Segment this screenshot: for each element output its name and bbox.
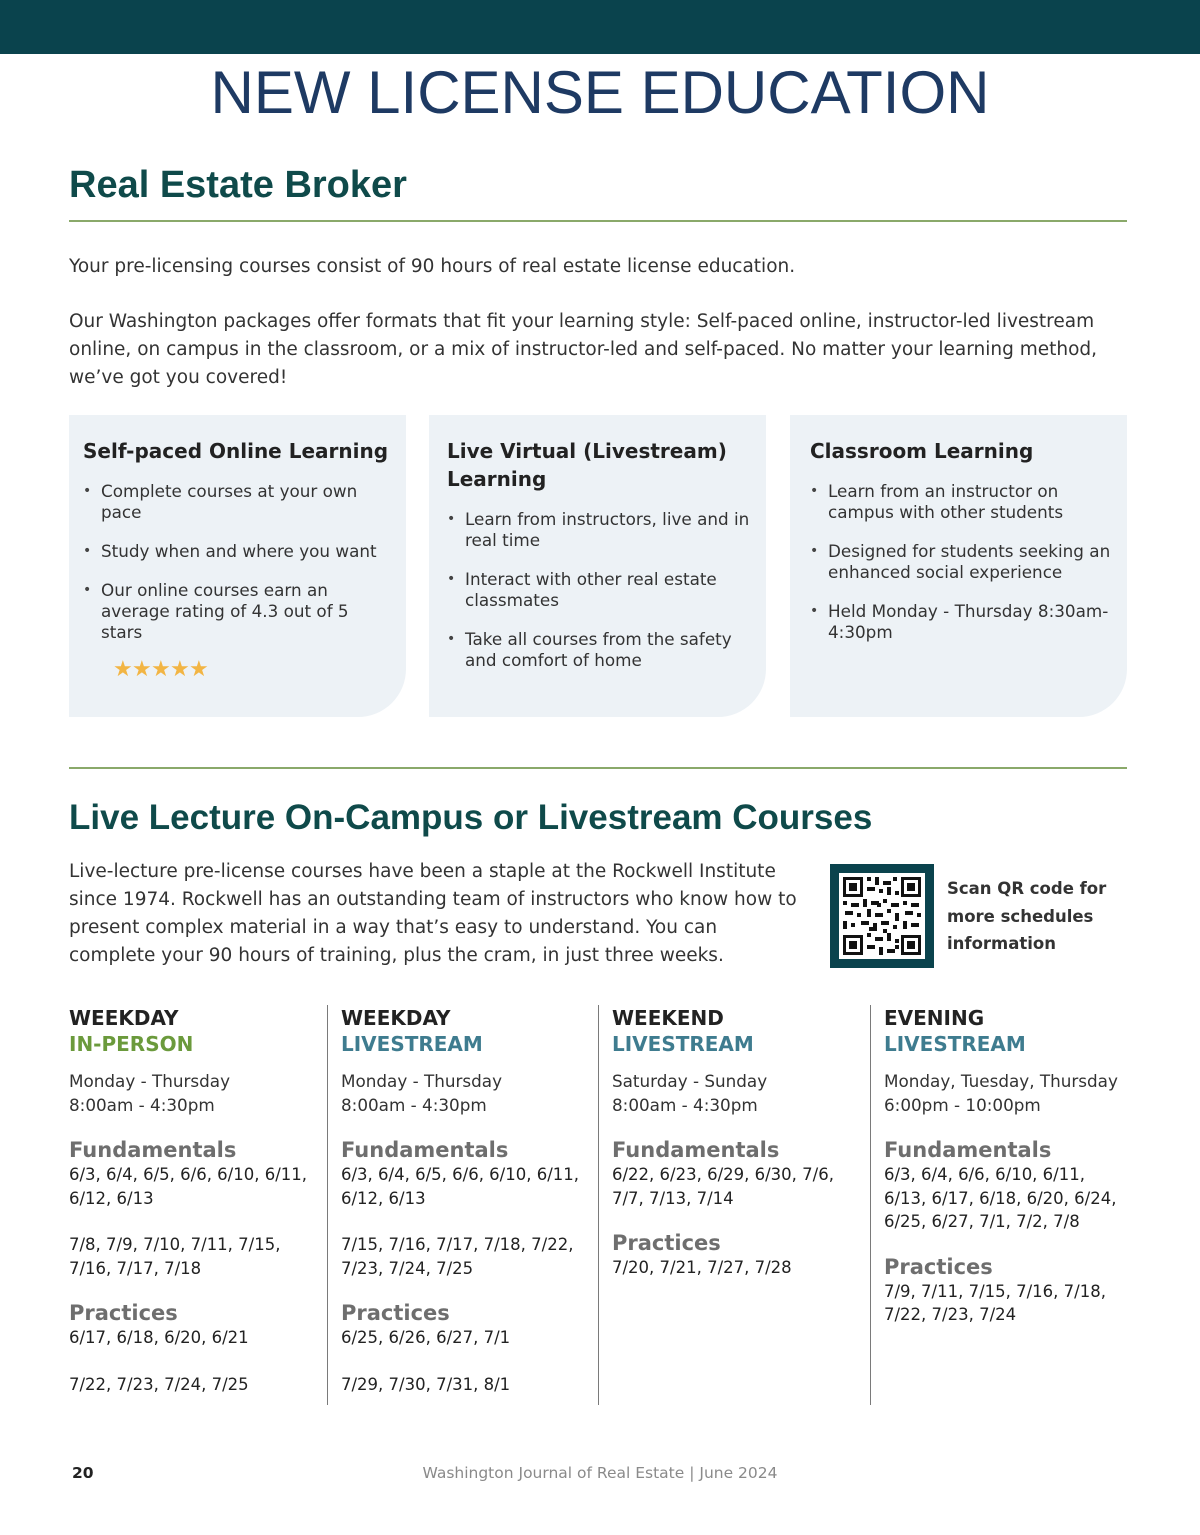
schedule-days: Saturday - Sunday [612, 1071, 768, 1091]
list-item: • Study when and where you want [83, 541, 392, 562]
card-bullet-list [447, 509, 752, 671]
top-banner [0, 0, 1200, 54]
fundamentals-dates: 6/3, 6/4, 6/5, 6/6, 6/10, 6/11, 6/12, 6/13 [341, 1165, 580, 1208]
schedule-days: Monday - Thursday [341, 1071, 503, 1091]
fundamentals-dates: 6/22, 6/23, 6/29, 6/30, 7/6, 7/7, 7/13, 7/14 [612, 1165, 834, 1208]
fundamentals-label: Fundamentals [69, 1138, 237, 1162]
column-subheading: LIVESTREAM [612, 1032, 754, 1056]
column-heading: WEEKEND [612, 1006, 724, 1030]
list-item: • Learn from instructors, live and in real time [447, 509, 752, 551]
fundamentals-dates: 6/3, 6/4, 6/6, 6/10, 6/11, 6/13, 6/17, 6/18, 6/20, 6/24, 6/25, 6/27, 7/1, 7/2, 7/8 [884, 1165, 1117, 1231]
schedule-column-weekday-in-person [69, 1005, 327, 1405]
divider [69, 220, 1127, 222]
schedule-hours: 8:00am - 4:30pm [69, 1095, 215, 1115]
practices-dates: 6/17, 6/18, 6/20, 6/21 [69, 1328, 249, 1347]
schedule-hours: 6:00pm - 10:00pm [884, 1095, 1041, 1115]
practices-label: Practices [341, 1301, 450, 1325]
card-livestream [429, 415, 766, 717]
card-title: Self-paced Online Learning [83, 439, 389, 463]
fundamentals-label: Fundamentals [341, 1138, 509, 1162]
list-item: • Our online courses earn an average rating of 4.3 out of 5 stars [83, 580, 392, 643]
practices-label: Practices [612, 1231, 721, 1255]
list-item: • Interact with other real estate classmates [447, 569, 752, 611]
schedule-column-weekend-livestream [598, 1005, 870, 1405]
card-title: Live Virtual (Livestream) Learning [447, 439, 727, 491]
list-item: • Designed for students seeking an enhanced social experience [810, 541, 1113, 583]
fundamentals-label: Fundamentals [884, 1138, 1052, 1162]
star-icon: ★ [170, 657, 190, 682]
practices-label: Practices [884, 1254, 993, 1279]
schedule-column-evening-livestream [870, 1005, 1130, 1405]
practices-dates: 7/20, 7/21, 7/27, 7/28 [612, 1258, 792, 1277]
column-heading: WEEKDAY [69, 1006, 179, 1030]
schedule-info [341, 1069, 598, 1117]
list-item: • Take all courses from the safety and comfort of home [447, 629, 752, 671]
fundamentals-dates: 7/8, 7/9, 7/10, 7/11, 7/15, 7/16, 7/17, 7/18 [69, 1235, 281, 1278]
formats-paragraph: Our Washington packages offer formats that fit your learning style: Self-paced online, instructor-led livestream online, on campus in the classroom, or a mix of instructor-led and self-paced. No matter your learning method, we’ve got you covered! [69, 311, 1098, 388]
divider [69, 767, 1127, 769]
footer-publication: Washington Journal of Real Estate | June 2024 [422, 1464, 778, 1482]
card-classroom [790, 415, 1127, 717]
column-subheading: LIVESTREAM [884, 1032, 1026, 1056]
schedule-hours: 8:00am - 4:30pm [341, 1095, 487, 1115]
card-self-paced [69, 415, 406, 717]
column-heading: EVENING [884, 1006, 985, 1030]
live-lecture-heading: Live Lecture On-Campus or Livestream Courses [69, 798, 873, 837]
schedule-info [884, 1069, 1130, 1117]
column-subheading: IN-PERSON [69, 1032, 194, 1056]
practices-dates: 7/22, 7/23, 7/24, 7/25 [69, 1374, 249, 1394]
fundamentals-dates: 6/3, 6/4, 6/5, 6/6, 6/10, 6/11, 6/12, 6/13 [69, 1165, 308, 1208]
practices-label: Practices [69, 1301, 178, 1325]
page-number: 20 [72, 1464, 94, 1482]
fundamentals-dates: 7/15, 7/16, 7/17, 7/18, 7/22, 7/23, 7/24, 7/25 [341, 1235, 574, 1278]
star-icon: ★ [132, 657, 152, 682]
qr-code-icon [839, 873, 925, 959]
column-subheading: LIVESTREAM [341, 1032, 483, 1056]
star-icon: ★ [151, 657, 171, 682]
intro-paragraph: Your pre-licensing courses consist of 90 hours of real estate license education. [69, 256, 796, 277]
schedule-days: Monday, Tuesday, Thursday [884, 1071, 1118, 1091]
schedule-days: Monday - Thursday [69, 1071, 231, 1091]
page-title: NEW LICENSE EDUCATION [210, 59, 990, 126]
schedule-info [612, 1069, 870, 1117]
column-heading: WEEKDAY [341, 1006, 451, 1030]
star-rating [113, 657, 208, 682]
practices-dates: 6/25, 6/26, 6/27, 7/1 [341, 1328, 511, 1347]
fundamentals-label: Fundamentals [612, 1138, 780, 1162]
schedule-hours: 8:00am - 4:30pm [612, 1095, 758, 1115]
star-icon: ★ [113, 657, 133, 682]
card-title: Classroom Learning [810, 439, 1034, 463]
list-item: • Complete courses at your own pace [83, 481, 392, 523]
list-item: • Held Monday - Thursday 8:30am-4:30pm [810, 601, 1113, 643]
live-lecture-paragraph: Live-lecture pre-license courses have been a staple at the Rockwell Institute since 1974. Rockwell has an outstanding team of instructors who know how to present complex material in a way that’s easy to understand. You can complete your 90 hours of training, plus the cram, in just three weeks. [69, 861, 797, 966]
practices-dates: 7/29, 7/30, 7/31, 8/1 [341, 1374, 511, 1394]
half-star-icon: ★ [189, 657, 209, 682]
broker-heading: Real Estate Broker [69, 164, 407, 206]
list-item: • Learn from an instructor on campus with other students [810, 481, 1113, 523]
qr-caption: Scan QR code for more schedules information [947, 879, 1107, 953]
schedule-column-weekday-livestream [327, 1005, 598, 1405]
card-bullet-list [810, 481, 1113, 643]
qr-code[interactable] [830, 864, 934, 968]
schedule-info [69, 1069, 327, 1117]
card-bullet-list [83, 481, 392, 643]
practices-dates: 7/9, 7/11, 7/15, 7/16, 7/18, 7/22, 7/23, 7/24 [884, 1281, 1106, 1324]
